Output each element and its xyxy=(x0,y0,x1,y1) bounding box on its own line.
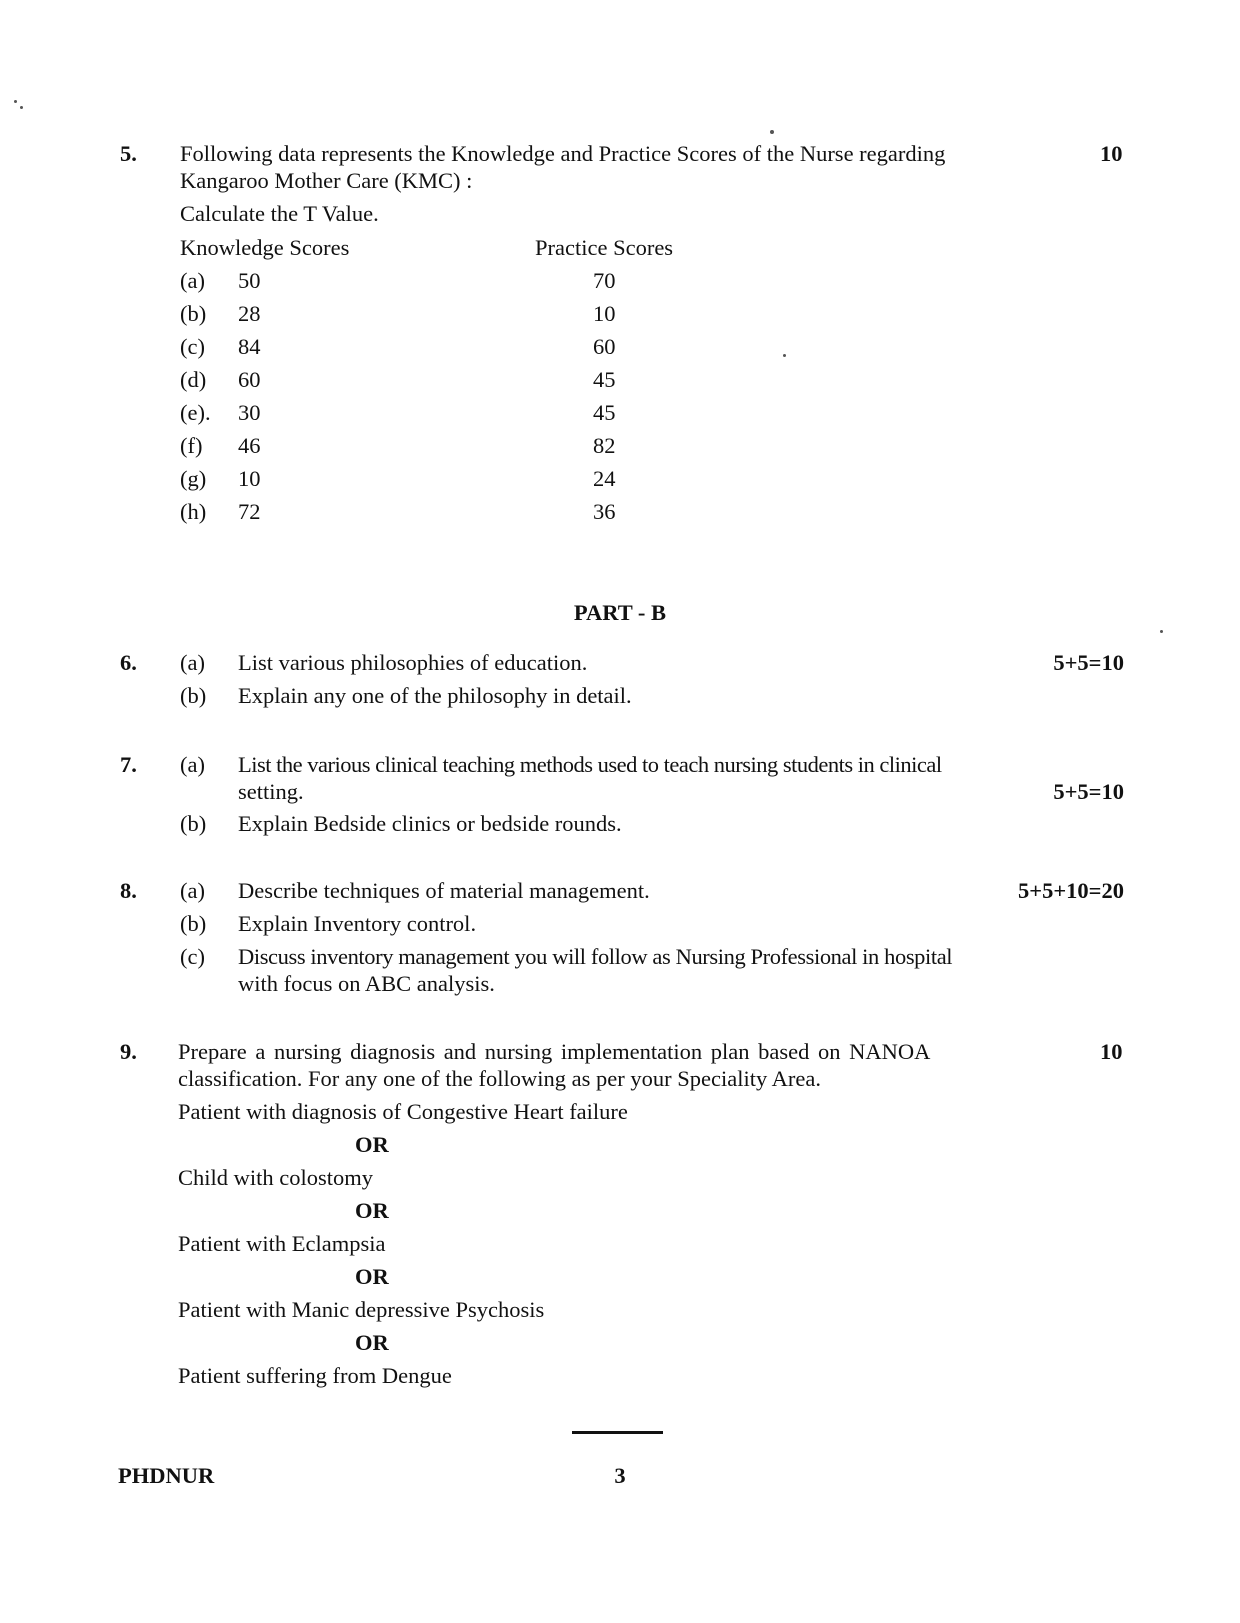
row-label: (a) xyxy=(180,268,205,293)
row-label: (d) xyxy=(180,367,207,392)
question-number: 6. xyxy=(120,650,137,675)
question-marks: 10 xyxy=(1100,141,1123,166)
knowledge-score: 28 xyxy=(238,301,261,326)
question-text: Kangaroo Mother Care (KMC) : xyxy=(180,168,473,193)
question-marks: 5+5+10=20 xyxy=(1018,878,1124,903)
page-number: 3 xyxy=(614,1463,626,1488)
or-separator: OR xyxy=(355,1198,389,1223)
question-instruction: Calculate the T Value. xyxy=(180,201,379,226)
scan-speck xyxy=(783,354,786,357)
scan-speck xyxy=(14,100,17,103)
option-text: Patient with diagnosis of Congestive Heart failure xyxy=(178,1099,628,1124)
question-marks: 5+5=10 xyxy=(1053,650,1124,675)
question-number: 7. xyxy=(120,752,137,777)
or-separator: OR xyxy=(355,1330,389,1355)
knowledge-score: 72 xyxy=(238,499,261,524)
part-text: List various philosophies of education. xyxy=(238,650,588,675)
part-text: Explain Inventory control. xyxy=(238,911,477,936)
part-text: setting. xyxy=(238,779,304,804)
question-text: Prepare a nursing diagnosis and nursing implementation plan based on NANOA xyxy=(178,1039,931,1064)
knowledge-score: 84 xyxy=(238,334,261,359)
part-text: Explain Bedside clinics or bedside rounds. xyxy=(238,811,622,836)
table-header-knowledge: Knowledge Scores xyxy=(180,235,350,260)
part-text: Discuss inventory management you will follow as Nursing Professional in hospital xyxy=(238,944,953,969)
row-label: (b) xyxy=(180,301,207,326)
option-text: Patient with Eclampsia xyxy=(178,1231,386,1256)
scan-speck xyxy=(20,106,23,109)
paper-code: PHDNUR xyxy=(118,1463,215,1488)
knowledge-score: 46 xyxy=(238,433,261,458)
option-text: Child with colostomy xyxy=(178,1165,374,1190)
question-marks: 10 xyxy=(1100,1039,1123,1064)
or-separator: OR xyxy=(355,1264,389,1289)
knowledge-score: 10 xyxy=(238,466,261,491)
part-label: (a) xyxy=(180,752,205,777)
part-b-heading: PART - B xyxy=(573,600,667,625)
part-text: with focus on ABC analysis. xyxy=(238,971,495,996)
question-number: 8. xyxy=(120,878,137,903)
part-text: List the various clinical teaching methods used to teach nursing students in clinical xyxy=(238,752,942,777)
practice-score: 45 xyxy=(593,367,616,392)
or-separator: OR xyxy=(355,1132,389,1157)
row-label: (g) xyxy=(180,466,207,491)
question-marks: 5+5=10 xyxy=(1053,779,1124,804)
row-label: (c) xyxy=(180,334,205,359)
part-text: Explain any one of the philosophy in detail. xyxy=(238,683,632,708)
practice-score: 70 xyxy=(593,268,616,293)
knowledge-score: 60 xyxy=(238,367,261,392)
row-label: (f) xyxy=(180,433,203,458)
part-label: (c) xyxy=(180,944,205,969)
row-label: (h) xyxy=(180,499,207,524)
row-label: (e). xyxy=(180,400,211,425)
part-label: (b) xyxy=(180,683,207,708)
question-text: classification. For any one of the following as per your Speciality Area. xyxy=(178,1066,821,1091)
question-number: 9. xyxy=(120,1039,137,1064)
practice-score: 82 xyxy=(593,433,616,458)
scan-speck xyxy=(1160,630,1163,633)
knowledge-score: 50 xyxy=(238,268,261,293)
part-label: (b) xyxy=(180,911,207,936)
table-header-practice: Practice Scores xyxy=(535,235,674,260)
part-text: Describe techniques of material management. xyxy=(238,878,650,903)
end-rule xyxy=(572,1431,663,1434)
practice-score: 60 xyxy=(593,334,616,359)
knowledge-score: 30 xyxy=(238,400,261,425)
option-text: Patient with Manic depressive Psychosis xyxy=(178,1297,545,1322)
question-text: Following data represents the Knowledge and Practice Scores of the Nurse regarding xyxy=(180,141,946,166)
practice-score: 45 xyxy=(593,400,616,425)
question-number: 5. xyxy=(120,141,137,166)
scan-speck xyxy=(770,130,774,134)
part-label: (a) xyxy=(180,878,205,903)
part-label: (b) xyxy=(180,811,207,836)
option-text: Patient suffering from Dengue xyxy=(178,1363,452,1388)
part-label: (a) xyxy=(180,650,205,675)
practice-score: 36 xyxy=(593,499,616,524)
practice-score: 24 xyxy=(593,466,616,491)
practice-score: 10 xyxy=(593,301,616,326)
